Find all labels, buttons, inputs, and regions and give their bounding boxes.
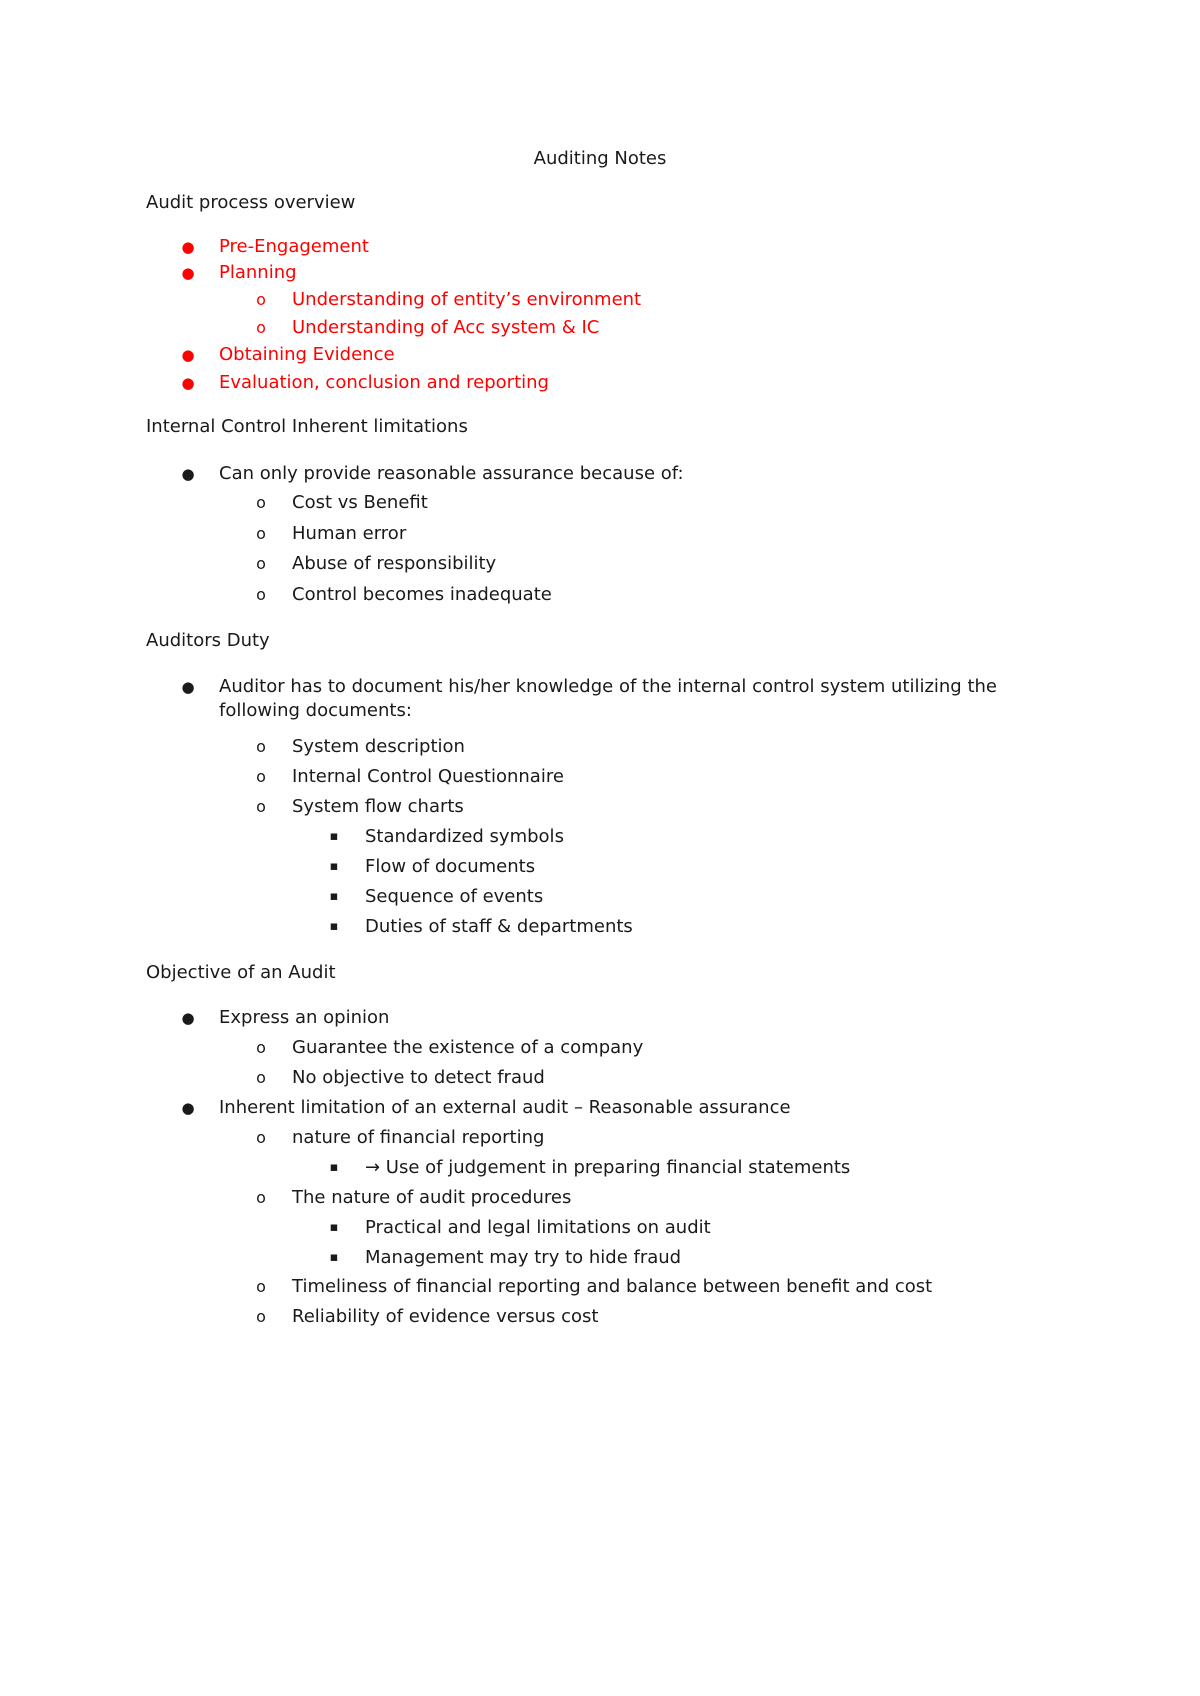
filled-circle-bullet-icon: ● (181, 1009, 195, 1027)
list-item: Guarantee the existence of a company (292, 1037, 644, 1058)
list-item: Cost vs Benefit (292, 492, 428, 513)
hollow-circle-bullet-icon: o (256, 493, 266, 512)
hollow-circle-bullet-icon: o (256, 1038, 266, 1057)
list-item: Express an opinion (219, 1007, 390, 1028)
list-item: Human error (292, 523, 407, 544)
square-bullet-icon: ▪ (329, 889, 339, 904)
square-bullet-icon: ▪ (329, 859, 339, 874)
filled-circle-bullet-icon: ● (181, 264, 195, 282)
hollow-circle-bullet-icon: o (256, 737, 266, 756)
list-item: nature of financial reporting (292, 1127, 545, 1148)
filled-circle-bullet-icon: ● (181, 374, 195, 392)
filled-circle-bullet-icon: ● (181, 346, 195, 364)
list-item: Management may try to hide fraud (365, 1247, 682, 1268)
list-item: The nature of audit procedures (292, 1187, 572, 1208)
list-item: Obtaining Evidence (219, 344, 395, 365)
hollow-circle-bullet-icon: o (256, 554, 266, 573)
list-item: Duties of staff & departments (365, 916, 633, 937)
square-bullet-icon: ▪ (329, 829, 339, 844)
document-title: Auditing Notes (533, 148, 667, 169)
hollow-circle-bullet-icon: o (256, 1128, 266, 1147)
list-item: Practical and legal limitations on audit (365, 1217, 711, 1238)
hollow-circle-bullet-icon: o (256, 797, 266, 816)
section-heading: Audit process overview (146, 192, 356, 213)
hollow-circle-bullet-icon: o (256, 1068, 266, 1087)
filled-circle-bullet-icon: ● (181, 1099, 195, 1117)
list-item: Flow of documents (365, 856, 536, 877)
list-item: Understanding of Acc system & IC (292, 317, 600, 338)
section-heading: Auditors Duty (146, 630, 270, 651)
list-item: → Use of judgement in preparing financial statements (365, 1157, 851, 1178)
hollow-circle-bullet-icon: o (256, 318, 266, 337)
list-item: Abuse of responsibility (292, 553, 497, 574)
list-item: Sequence of events (365, 886, 544, 907)
list-item: No objective to detect fraud (292, 1067, 545, 1088)
hollow-circle-bullet-icon: o (256, 585, 266, 604)
section-heading: Objective of an Audit (146, 962, 336, 983)
list-item: Can only provide reasonable assurance because of: (219, 463, 684, 484)
hollow-circle-bullet-icon: o (256, 524, 266, 543)
list-item: Understanding of entity’s environment (292, 289, 642, 310)
filled-circle-bullet-icon: ● (181, 465, 195, 483)
square-bullet-icon: ▪ (329, 919, 339, 934)
list-item: System flow charts (292, 796, 464, 817)
hollow-circle-bullet-icon: o (256, 1307, 266, 1326)
filled-circle-bullet-icon: ● (181, 238, 195, 256)
list-item: System description (292, 736, 465, 757)
hollow-circle-bullet-icon: o (256, 1277, 266, 1296)
square-bullet-icon: ▪ (329, 1250, 339, 1265)
list-item: Inherent limitation of an external audit – Reasonable assurance (219, 1097, 791, 1118)
list-item: Planning (219, 262, 297, 283)
list-item: Timeliness of financial reporting and balance between benefit and cost (292, 1276, 933, 1297)
list-item: Evaluation, conclusion and reporting (219, 372, 549, 393)
filled-circle-bullet-icon: ● (181, 678, 195, 696)
list-item: Reliability of evidence versus cost (292, 1306, 599, 1327)
hollow-circle-bullet-icon: o (256, 290, 266, 309)
list-item: Pre-Engagement (219, 236, 369, 257)
square-bullet-icon: ▪ (329, 1220, 339, 1235)
square-bullet-icon: ▪ (329, 1160, 339, 1175)
section-heading: Internal Control Inherent limitations (146, 416, 468, 437)
hollow-circle-bullet-icon: o (256, 1188, 266, 1207)
list-item: Control becomes inadequate (292, 584, 552, 605)
list-item: Internal Control Questionnaire (292, 766, 564, 787)
list-item: Standardized symbols (365, 826, 564, 847)
list-item: Auditor has to document his/her knowledge of the internal control system utilizing the following documents: (219, 676, 997, 721)
hollow-circle-bullet-icon: o (256, 767, 266, 786)
